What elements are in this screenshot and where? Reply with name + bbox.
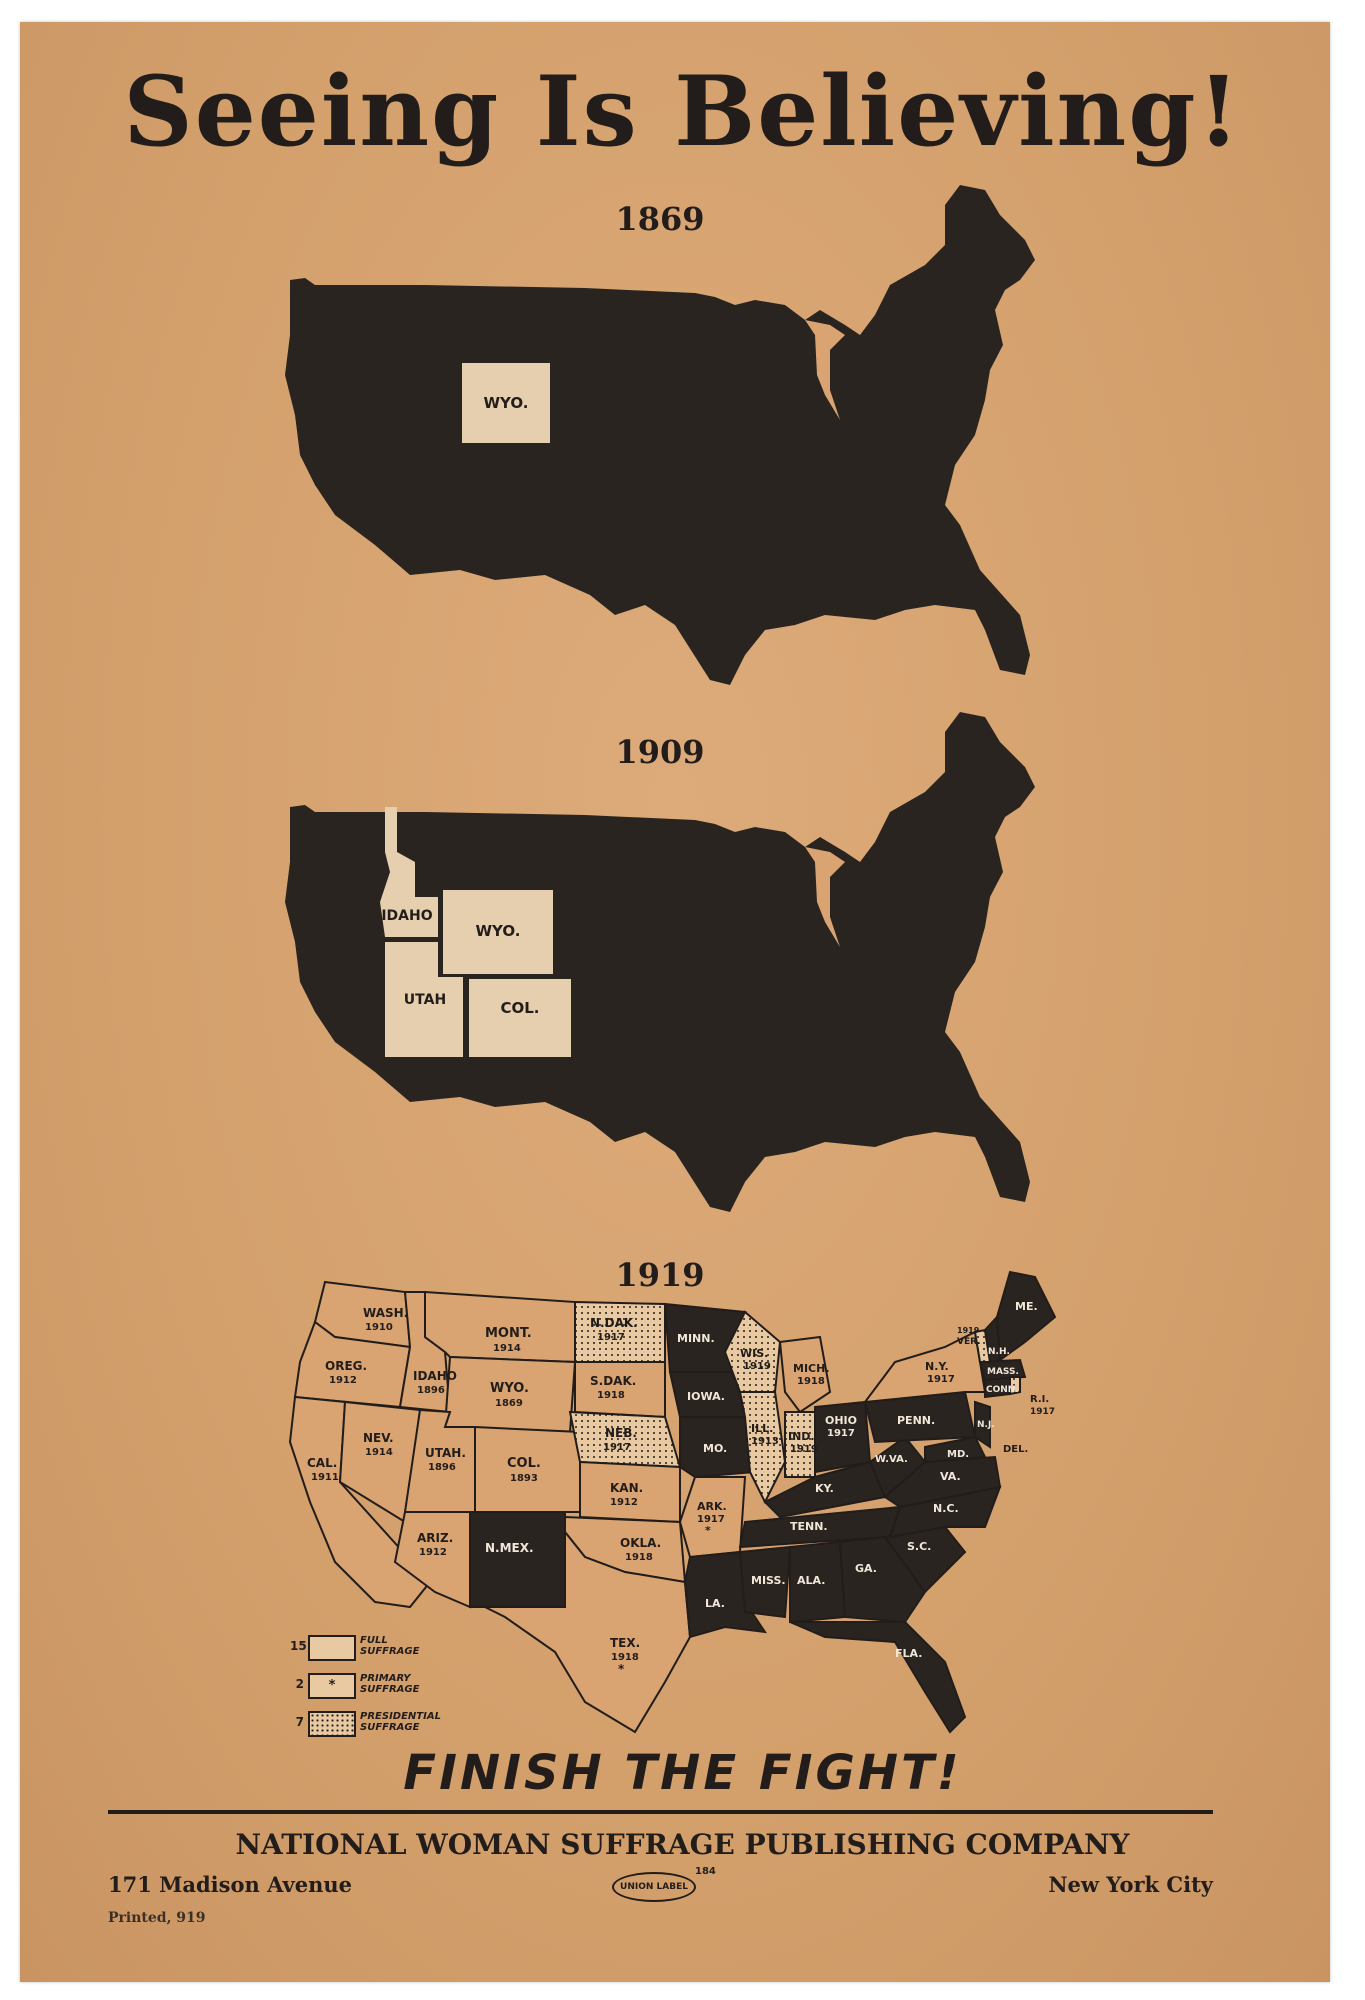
label-ri: R.I. 1917: [1030, 1394, 1056, 1417]
label-ind: IND. 1919: [788, 1430, 818, 1455]
us-silhouette: [285, 185, 1035, 685]
label-la: LA.: [705, 1597, 725, 1610]
state-col: [469, 979, 571, 1057]
label-wis: WIS. 1919: [740, 1347, 771, 1372]
publisher-name: NATIONAL WOMAN SUFFRAGE PUBLISHING COMPANY: [235, 1828, 1130, 1861]
label-wash: WASH. 1910: [363, 1306, 409, 1333]
label-me: ME.: [1015, 1300, 1038, 1313]
legend-swatch-primary: *: [308, 1673, 356, 1699]
label-nj: N.J.: [977, 1420, 995, 1430]
us-map-1869: [285, 185, 1055, 685]
label-tex: TEX. 1918 *: [610, 1636, 641, 1676]
state-fla: [790, 1622, 965, 1732]
label-sdak: S.DAK. 1918: [590, 1374, 637, 1401]
map-year-1919: 1919: [615, 1256, 705, 1294]
legend-swatch-full: [308, 1635, 356, 1661]
state-label-idaho: IDAHO: [381, 908, 433, 924]
label-col: COL. 1893: [507, 1456, 541, 1484]
us-map-1909: [285, 712, 1055, 1212]
union-label-icon: UNION LABEL: [612, 1872, 696, 1902]
legend-count: 2: [295, 1677, 304, 1691]
label-mont: MONT. 1914: [485, 1326, 532, 1354]
label-ala: ALA.: [797, 1574, 826, 1587]
label-iowa: IOWA.: [687, 1390, 725, 1403]
map-year-1909: 1909: [615, 733, 705, 771]
legend-count: 7: [295, 1715, 304, 1729]
label-ver: VER.1919: [957, 1326, 981, 1347]
label-va: VA.: [940, 1470, 961, 1483]
label-ky: KY.: [815, 1482, 834, 1495]
legend-label: PRIMARY SUFFRAGE: [360, 1673, 420, 1695]
label-neb: NEB. 1917: [603, 1426, 637, 1453]
label-mass: MASS.: [987, 1367, 1019, 1377]
label-nc: N.C.: [933, 1502, 959, 1515]
label-ohio: OHIO 1917: [825, 1414, 858, 1439]
label-ga: GA.: [855, 1562, 877, 1575]
printed-date: Printed, 919: [108, 1910, 206, 1926]
label-mich: MICH. 1918: [793, 1362, 830, 1387]
label-fla: FLA.: [895, 1647, 923, 1660]
label-cal: CAL. 1911: [307, 1456, 339, 1483]
label-penn: PENN.: [897, 1414, 936, 1427]
state-ill: [740, 1392, 785, 1502]
label-sc: S.C.: [907, 1540, 932, 1553]
label-oreg: OREG. 1912: [325, 1359, 368, 1386]
poster-title: Seeing Is Believing!: [123, 55, 1242, 168]
label-kan: KAN. 1912: [610, 1481, 644, 1508]
us-map-1919: [285, 1262, 1065, 1742]
label-ariz: ARIZ. 1912: [417, 1531, 454, 1558]
label-utah: UTAH. 1896: [425, 1446, 466, 1473]
union-label-number: 184: [695, 1866, 716, 1877]
label-wyo: WYO. 1869: [490, 1381, 529, 1409]
label-ndak: N.DAK. 1917: [590, 1316, 638, 1343]
label-ill: ILL. 1913: [751, 1422, 779, 1447]
label-conn: CONN.: [986, 1385, 1019, 1395]
label-idaho: IDAHO 1896: [413, 1369, 457, 1396]
label-ny: N.Y. 1917: [925, 1360, 955, 1385]
state-label-utah: UTAH: [403, 992, 447, 1008]
legend-label: FULL SUFFRAGE: [360, 1635, 420, 1657]
divider: [108, 1810, 1213, 1814]
state-label-col: COL.: [500, 999, 540, 1017]
label-nmex: N.MEX.: [485, 1541, 534, 1555]
publisher-city: New York City: [1048, 1872, 1213, 1897]
state-nmex: [470, 1512, 565, 1607]
label-minn: MINN.: [677, 1332, 715, 1345]
legend-count: 15: [290, 1639, 307, 1653]
slogan: FINISH THE FIGHT!: [403, 1745, 962, 1801]
state-label-wyo: WYO.: [475, 922, 521, 940]
state-label-wyo: WYO.: [483, 394, 529, 412]
label-okla: OKLA. 1918: [620, 1536, 662, 1563]
label-md: MD.: [947, 1449, 970, 1460]
label-mo: MO.: [703, 1442, 728, 1455]
label-miss: MISS.: [751, 1574, 786, 1587]
label-ark: ARK. 1917 *: [697, 1500, 727, 1537]
publisher-address: 171 Madison Avenue: [108, 1872, 352, 1897]
label-nh: N.H.: [988, 1347, 1010, 1357]
label-nev: NEV. 1914: [363, 1431, 394, 1458]
label-del: DEL.: [1003, 1444, 1029, 1455]
label-wva: W.VA.: [875, 1454, 908, 1465]
label-tenn: TENN.: [790, 1520, 828, 1533]
legend-label: PRESIDENTIAL SUFFRAGE: [360, 1711, 441, 1733]
legend-swatch-presidential: [308, 1711, 356, 1737]
map-year-1869: 1869: [615, 200, 705, 238]
